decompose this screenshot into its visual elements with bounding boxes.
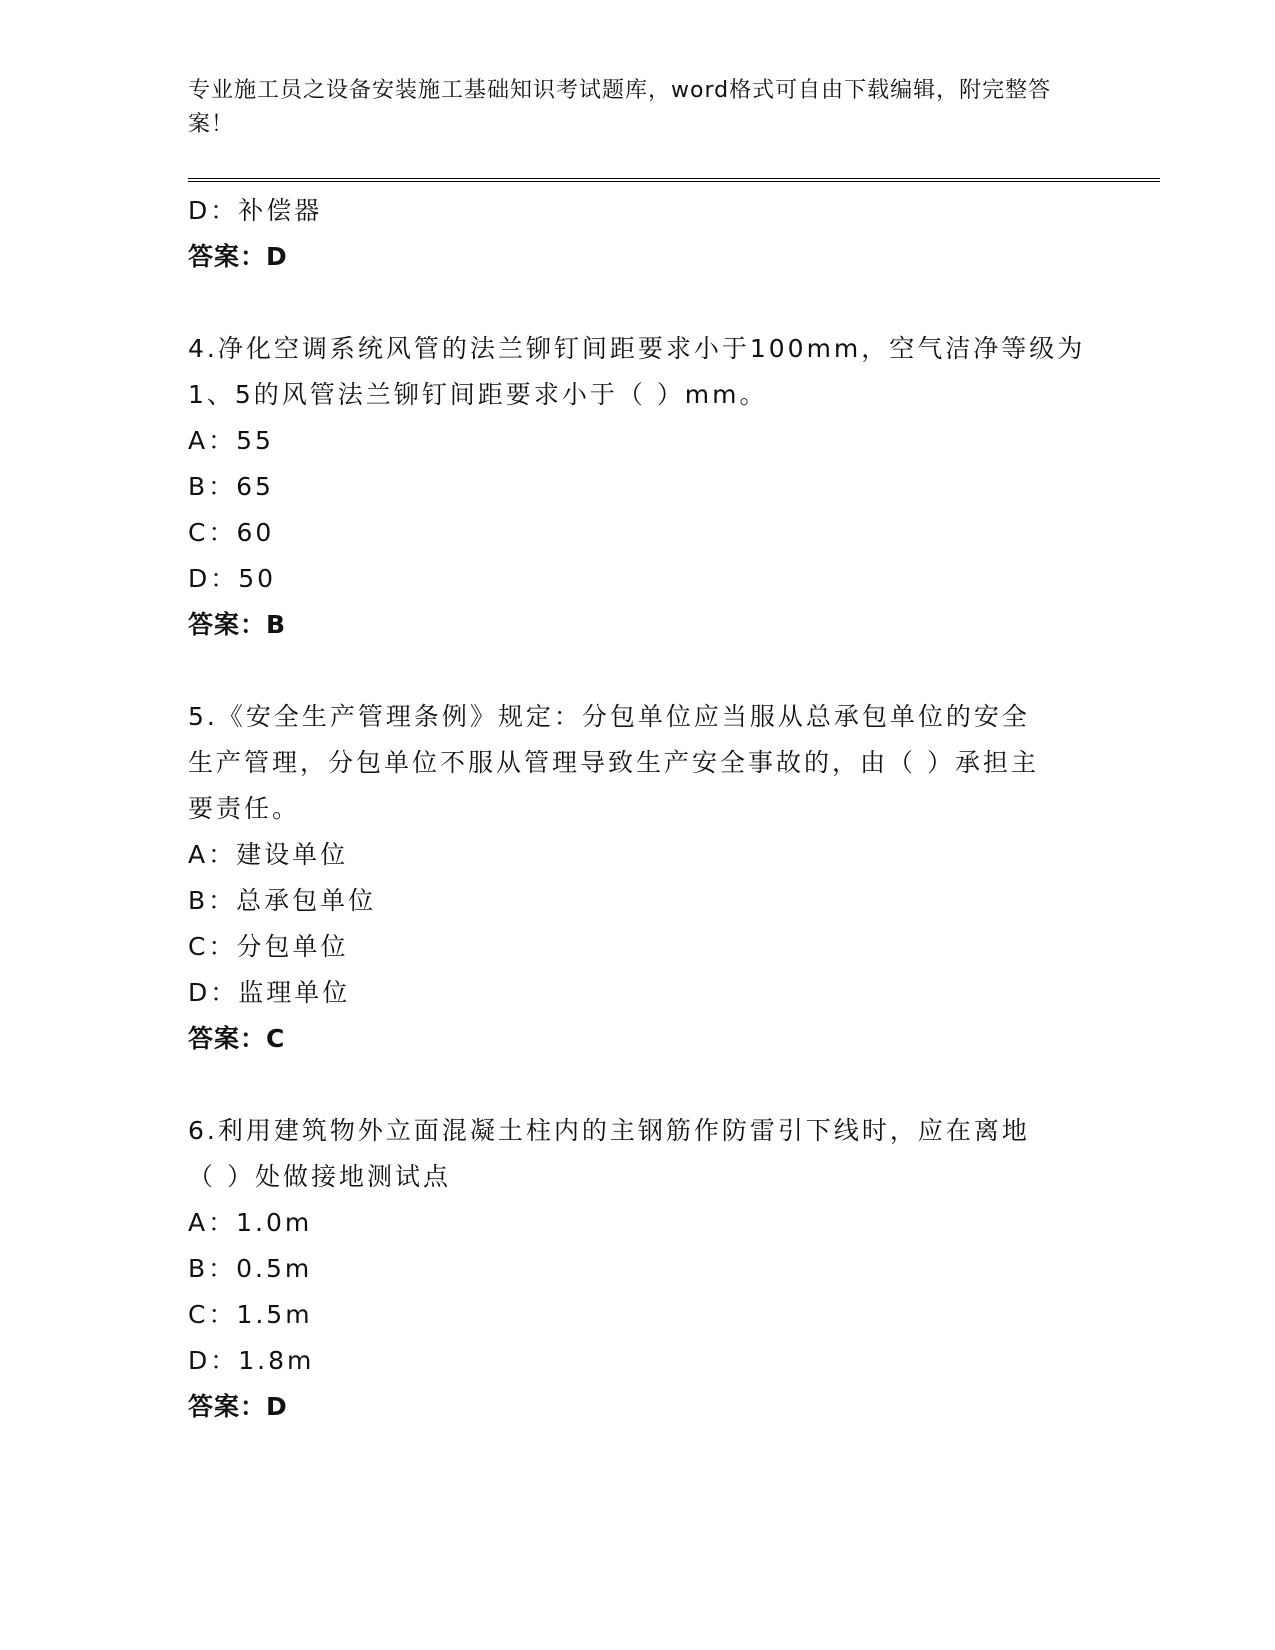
prev-option-d: D：补偿器 <box>188 196 323 225</box>
question-5-line-2: 生产管理，分包单位不服从管理导致生产安全事故的，由（ ）承担主 <box>188 748 1039 777</box>
question-4-option-b: B：65 <box>188 472 274 501</box>
question-6-answer: 答案：D <box>188 1392 288 1421</box>
header-divider <box>188 178 1160 182</box>
question-block-4 <box>188 326 1088 648</box>
question-block-6 <box>188 1108 1088 1430</box>
question-5-option-c: C：分包单位 <box>188 932 349 961</box>
question-6-option-d: D：1.8m <box>188 1346 315 1375</box>
prev-answer: 答案：D <box>188 242 288 271</box>
spacer <box>188 1062 1088 1108</box>
question-5-option-b: B：总承包单位 <box>188 886 377 915</box>
question-6-line-1: 6.利用建筑物外立面混凝土柱内的主钢筋作防雷引下线时，应在离地 <box>188 1116 1030 1145</box>
question-4-option-a: A：55 <box>188 426 274 455</box>
spacer <box>188 648 1088 694</box>
spacer <box>188 280 1088 326</box>
question-5-option-a: A：建设单位 <box>188 840 349 869</box>
question-5-line-1: 5.《安全生产管理条例》规定：分包单位应当服从总承包单位的安全 <box>188 702 1030 731</box>
question-6-option-c: C：1.5m <box>188 1300 313 1329</box>
question-4-option-c: C：60 <box>188 518 275 547</box>
question-4-answer: 答案：B <box>188 610 287 639</box>
question-4-line-2: 1、5的风管法兰铆钉间距要求小于（ ）mm。 <box>188 380 768 409</box>
question-5-line-3: 要责任。 <box>188 794 301 823</box>
question-6-line-2: （ ）处做接地测试点 <box>188 1162 451 1191</box>
question-5-option-d: D：监理单位 <box>188 978 351 1007</box>
question-block-5 <box>188 694 1088 1062</box>
question-4-option-d: D：50 <box>188 564 277 593</box>
question-6-option-b: B：0.5m <box>188 1254 313 1283</box>
document-body <box>188 188 1088 1430</box>
question-5-answer: 答案：C <box>188 1024 286 1053</box>
document-header: 专业施工员之设备安装施工基础知识考试题库，word格式可自由下载编辑，附完整答案！ <box>188 78 1052 137</box>
question-6-option-a: A：1.0m <box>188 1208 313 1237</box>
question-4-line-1: 4.净化空调系统风管的法兰铆钉间距要求小于100mm，空气洁净等级为 <box>188 334 1086 363</box>
